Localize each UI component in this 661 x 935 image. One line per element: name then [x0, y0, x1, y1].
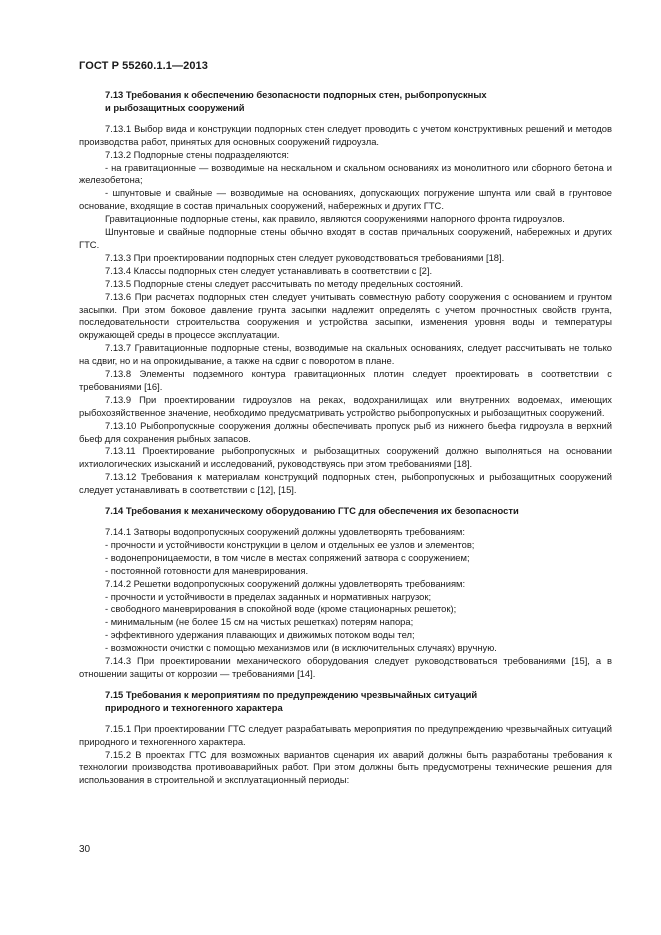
- paragraph: 7.13.4 Классы подпорных стен следует устанавливать в соответствии с [2].: [105, 264, 433, 276]
- paragraph: 7.13.10 Рыбопропускные сооружения должны обеспечивать пропуск рыб из нижнего бьефа гидроузла в верхний бьеф для сохранения рыбных запасов.: [79, 419, 612, 444]
- heading-line: 7.14 Требования к механическому оборудованию ГТС для обеспечения их безопасности: [105, 505, 519, 517]
- list-item: - прочности и устойчивости конструкции в целом и отдельных ее узлов и элементов;: [105, 538, 475, 550]
- paragraph: Гравитационные подпорные стены, как правило, являются сооружениями напорного фронта гидроузлов.: [105, 213, 565, 225]
- list-item: - эффективного удержания плавающих и движимых потоком воды тел;: [105, 629, 415, 641]
- heading-line: природного и техногенного характера: [105, 701, 283, 713]
- paragraph: 7.13.12 Требования к материалам конструкций подпорных стен, рыбопропускных и рыбозащитных сооружений следует устанавливать в соответствии с [12], [15].: [79, 471, 612, 496]
- list-item: - на гравитационные — возводимые на нескальном и скальном основаниях из монолитного или сборного бетона и железобетона;: [79, 161, 612, 186]
- list-item: - свободного маневрирования в спокойной воде (кроме стационарных решеток);: [105, 603, 457, 615]
- list-item: - прочности и устойчивости в пределах заданных и нормативных нагрузок;: [105, 590, 432, 602]
- paragraph: 7.13.11 Проектирование рыбопропускных и рыбозащитных сооружений должно выполняться на основании ихтиологических изысканий и исследований, руководствуясь при этом требованиями [18].: [79, 445, 612, 470]
- heading-line: и рыбозащитных сооружений: [105, 101, 245, 113]
- paragraph: 7.13.1 Выбор вида и конструкции подпорных стен следует проводить с учетом конструктивных решений и методов производства работ, принятых для основных сооружений гидроузла.: [79, 122, 612, 147]
- list-item: - постоянной готовности для маневрирования.: [105, 564, 309, 576]
- heading-line: 7.15 Требования к мероприятиям по предупреждению чрезвычайных ситуаций: [105, 688, 478, 700]
- list-item: - шпунтовые и свайные — возводимые на основаниях, допускающих погружение шпунта или свай в грунтовое основание, входящие в состав причальных сооружений, набережных и других ГТС.: [79, 187, 612, 212]
- list-item: - водонепроницаемости, в том числе в местах сопряжений затвора с сооружением;: [105, 551, 470, 563]
- paragraph: 7.13.6 При расчетах подпорных стен следует учитывать совместную работу сооружения с основанием и грунтом засыпки. При этом боковое давление грунта засыпки надлежит определять с учетом прочностных свойств грунта, последовательности строительства сооружения и устройства засыпки, изменения уровня воды и температуры окружающей среды в процессе эксплуатации.: [79, 290, 612, 341]
- paragraph: 7.13.8 Элементы подземного контура гравитационных плотин следует проектировать в соответствии с требованиями [16].: [79, 368, 612, 392]
- list-item: - минимальным (не более 15 см на чистых решетках) потерям напора;: [105, 616, 414, 628]
- paragraph: 7.13.2 Подпорные стены подразделяются:: [105, 148, 290, 160]
- page-number: 30: [79, 844, 91, 855]
- document-id: ГОСТ Р 55260.1.1—2013: [79, 60, 208, 72]
- paragraph: 7.14.3 При проектировании механического оборудования следует руководствоваться требованиями [15], а в отношении защиты от коррозии — требованиями [14].: [79, 655, 612, 679]
- section-heading: [79, 89, 612, 115]
- paragraph: 7.15.1 При проектировании ГТС следует разрабатывать мероприятия по предупреждению чрезвычайных ситуаций природного и техногенного характера.: [79, 722, 612, 747]
- paragraph: Шпунтовые и свайные подпорные стены обычно входят в состав причальных сооружений, набережных и других ГТС.: [79, 226, 612, 250]
- section-heading: [79, 505, 612, 518]
- paragraph: 7.14.1 Затворы водопропускных сооружений должны удовлетворять требованиям:: [105, 526, 465, 537]
- paragraph: 7.13.7 Гравитационные подпорные стены, возводимые на скальных основаниях, следует рассчитывать не только на сдвиг, но и на опрокидывание, а также на сдвиг с поворотом в плане.: [79, 342, 612, 367]
- heading-line: 7.13 Требования к обеспечению безопасности подпорных стен, рыбопропускных: [105, 89, 487, 100]
- paragraph: 7.13.9 При проектировании гидроузлов на реках, водохранилищах или внутренних водоемах, имеющих рыбохозяйственное значение, необходимо предусматривать устройство рыбопропускных и рыбозащитных сооружений.: [79, 393, 612, 418]
- list-item: - возможности очистки с помощью механизмов или (в исключительных случаях) вручную.: [105, 642, 497, 654]
- paragraph: 7.15.2 В проектах ГТС для возможных вариантов сценария их аварий должны быть разработаны требования к технологии производства противоаварийных работ. При этом должны быть предусмотрены технические решения для использования в строительной и эксплуатационный периоды:: [79, 748, 612, 786]
- paragraph: 7.13.3 При проектировании подпорных стен следует руководствоваться требованиями [18].: [105, 251, 505, 263]
- paragraph: 7.14.2 Решетки водопропускных сооружений должны удовлетворять требованиям:: [105, 577, 466, 589]
- document-body: [79, 89, 612, 787]
- paragraph: 7.13.5 Подпорные стены следует рассчитывать по методу предельных состояний.: [105, 277, 464, 289]
- section-heading: [79, 689, 612, 715]
